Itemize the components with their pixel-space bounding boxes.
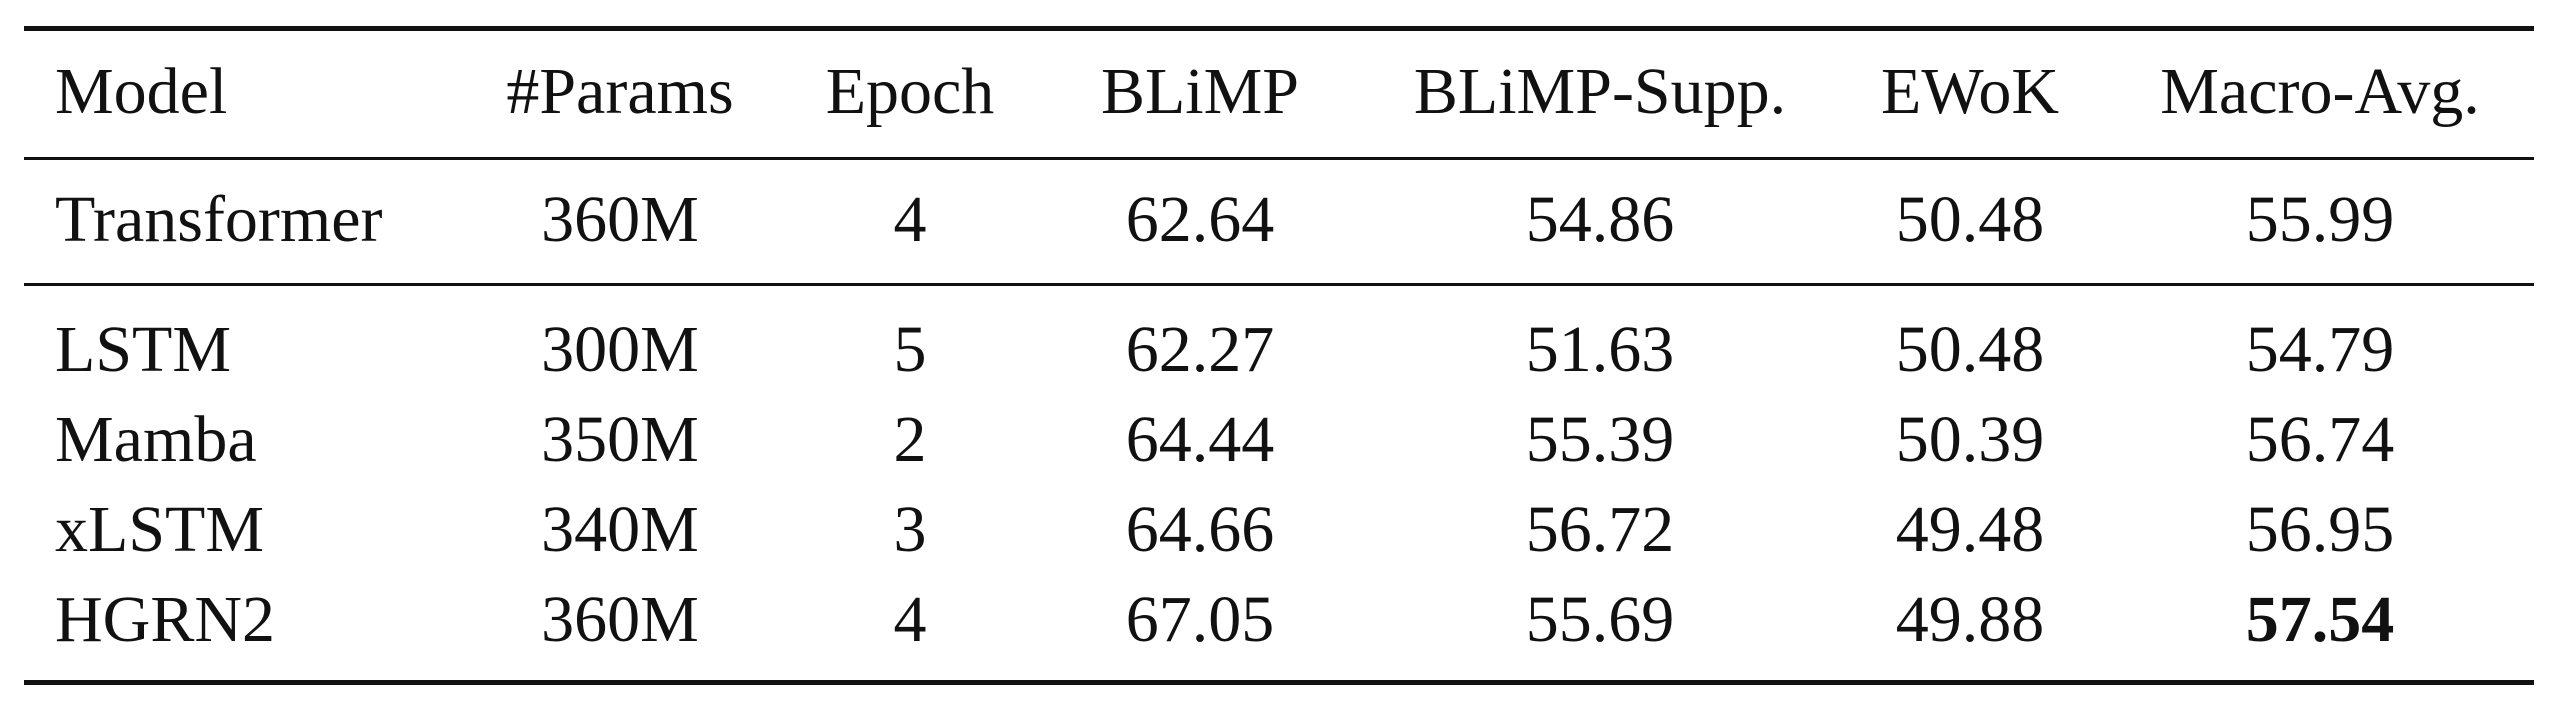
table-row — [0, 395, 2564, 485]
cell-ewok: 50.48 — [1895, 313, 2045, 386]
header-row — [0, 47, 2564, 137]
cell-params: 340M — [541, 493, 699, 566]
cell-ewok: 50.48 — [1895, 183, 2045, 256]
cell-blimp: 64.66 — [1125, 493, 1275, 566]
baseline-row — [0, 175, 2564, 265]
cell-blimp: 67.05 — [1125, 583, 1275, 656]
group-rule — [24, 283, 2534, 286]
bottom-rule — [24, 680, 2534, 685]
header-macro-avg: Macro-Avg. — [2160, 55, 2480, 128]
header-rule — [24, 157, 2534, 160]
header-epoch: Epoch — [825, 55, 995, 128]
cell-epoch: 3 — [893, 493, 927, 566]
header-ewok: EWoK — [1881, 55, 2059, 128]
cell-params: 350M — [541, 403, 699, 476]
table-row — [0, 575, 2564, 665]
cell-macro-avg: 56.95 — [2245, 493, 2395, 566]
cell-blimp: 64.44 — [1125, 403, 1275, 476]
cell-params: 360M — [541, 183, 699, 256]
cell-macro-avg-best: 57.54 — [2245, 583, 2395, 656]
cell-model: HGRN2 — [55, 583, 276, 656]
cell-macro-avg: 55.99 — [2245, 183, 2395, 256]
cell-ewok: 49.88 — [1895, 583, 2045, 656]
cell-macro-avg: 54.79 — [2245, 313, 2395, 386]
cell-epoch: 4 — [893, 183, 927, 256]
cell-blimp: 62.27 — [1125, 313, 1275, 386]
cell-model: Mamba — [55, 403, 257, 476]
cell-blimp: 62.64 — [1125, 183, 1275, 256]
cell-params: 300M — [541, 313, 699, 386]
header-params: #Params — [506, 55, 734, 128]
cell-blimp-supp: 51.63 — [1525, 313, 1675, 386]
cell-model: xLSTM — [55, 493, 265, 566]
cell-model: LSTM — [55, 313, 232, 386]
header-blimp-supp: BLiMP-Supp. — [1413, 55, 1787, 128]
header-blimp: BLiMP — [1100, 55, 1300, 128]
cell-blimp-supp: 55.69 — [1525, 583, 1675, 656]
cell-model: Transformer — [55, 183, 383, 256]
table-row — [0, 305, 2564, 395]
top-rule — [24, 26, 2534, 31]
cell-macro-avg: 56.74 — [2245, 403, 2395, 476]
cell-epoch: 2 — [893, 403, 927, 476]
cell-blimp-supp: 56.72 — [1525, 493, 1675, 566]
cell-epoch: 4 — [893, 583, 927, 656]
header-model: Model — [55, 55, 228, 128]
cell-params: 360M — [541, 583, 699, 656]
cell-blimp-supp: 55.39 — [1525, 403, 1675, 476]
cell-ewok: 50.39 — [1895, 403, 2045, 476]
cell-epoch: 5 — [893, 313, 927, 386]
cell-ewok: 49.48 — [1895, 493, 2045, 566]
table-row — [0, 485, 2564, 575]
cell-blimp-supp: 54.86 — [1525, 183, 1675, 256]
